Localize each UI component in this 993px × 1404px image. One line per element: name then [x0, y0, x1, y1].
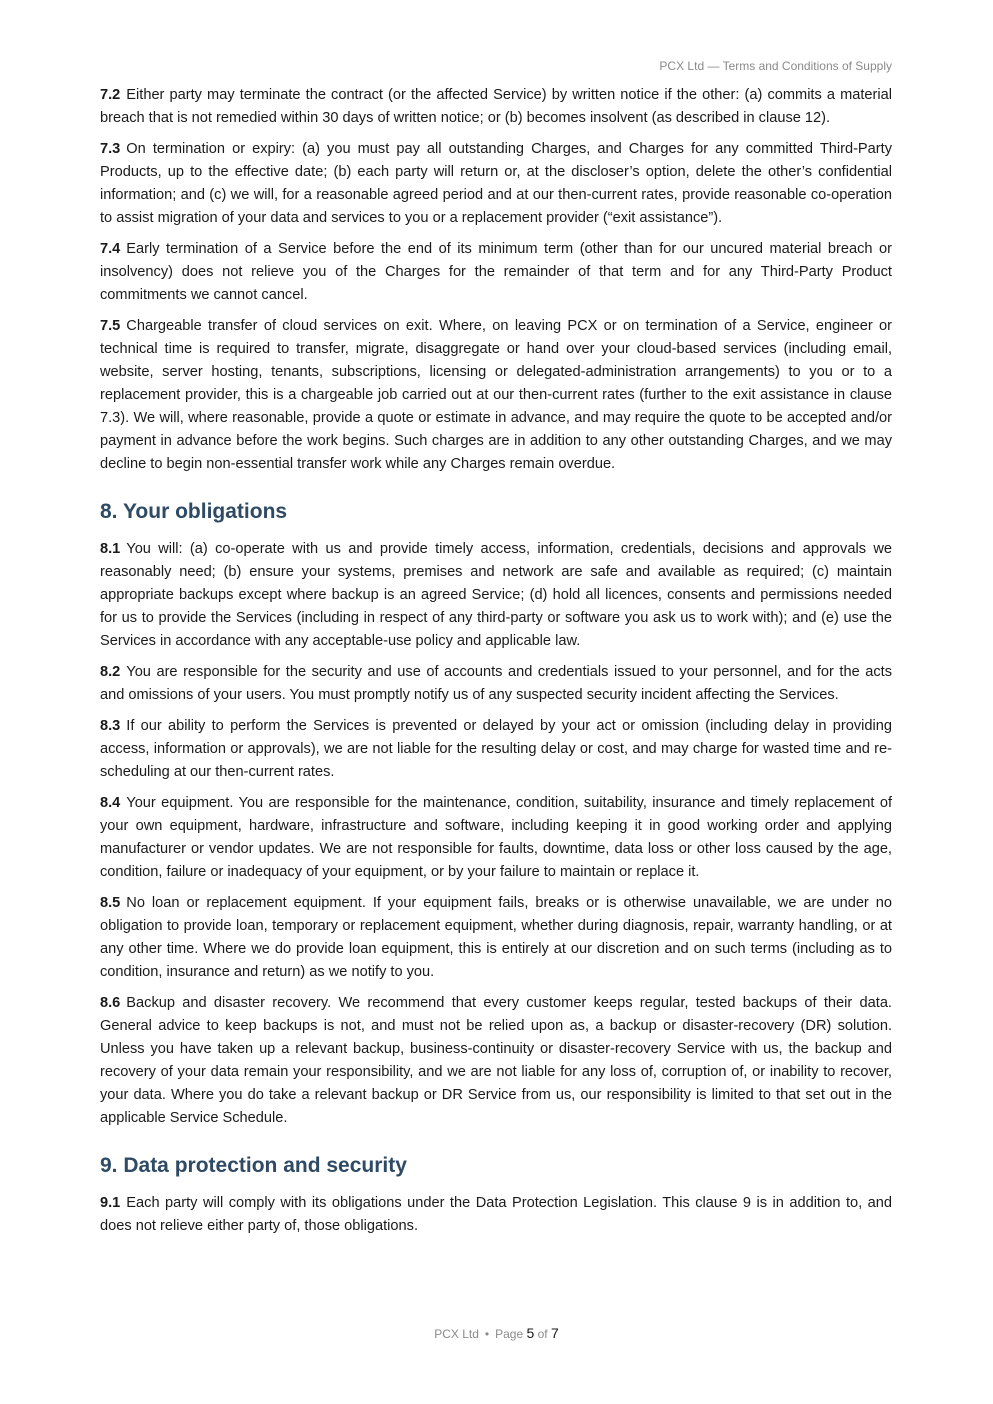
clause-7-3 [100, 138, 892, 230]
clause-text: Each party will comply with its obligations under the Data Protection Legislation. This clause 9 is in addition to, and does not relieve either party of, those obligations. [100, 1195, 892, 1234]
clause-text: You will: (a) co-operate with us and provide timely access, information, credentials, decisions and approvals we reasonably need; (b) ensure your systems, premises and network are safe and available as required; (c) maintain appropriate backups except where backup is an agreed Service; (d) hold all licences, consents and permissions needed for us to provide the Services (including in respect of any third-party or software you ask us to work with); and (e) use the Services in accordance with any acceptable-use policy and applicable law. [100, 541, 892, 649]
section-heading-9: 9. Data protection and security [100, 1154, 407, 1177]
section-heading-8: 8. Your obligations [100, 500, 288, 523]
clause-text: Either party may terminate the contract (or the affected Service) by written notice if the other: (a) commits a material breach that is not remedied within 30 days of written notice; or (b) becomes insolvent (as described in clause 12). [100, 87, 892, 126]
clause-text: You are responsible for the security and use of accounts and credentials issued to your personnel, and for the acts and omissions of your users. You must promptly notify us of any suspected security incident affecting the Services. [100, 664, 892, 703]
clause-text: If our ability to perform the Services is prevented or delayed by your act or omission (including delay in providing access, information or approvals), we are not liable for the resulting delay or cost, and may charge for wasted time and re-scheduling at our then-current rates. [100, 718, 892, 780]
clause-number: 7.3 [100, 141, 121, 157]
clause-number: 8.6 [100, 995, 121, 1011]
clause-7-5 [100, 315, 892, 476]
footer-company: PCX Ltd [434, 1327, 479, 1341]
footer-page-label: Page [495, 1327, 524, 1341]
page-footer [0, 1325, 993, 1341]
clause-8-3 [100, 715, 892, 784]
clause-text: Early termination of a Service before the end of its minimum term (other than for our uncured material breach or insolvency) does not relieve you of the Charges for the remainder of that term and for any Third-Party Product commitments we cannot cancel. [100, 241, 892, 303]
clause-number: 7.5 [100, 318, 121, 334]
page-header: PCX Ltd — Terms and Conditions of Supply [659, 59, 892, 73]
clause-text: Chargeable transfer of cloud services on exit. Where, on leaving PCX or on termination of a Service, engineer or technical time is required to transfer, migrate, disaggregate or hand over your cloud-based services (including email, website, server hosting, tenants, subscriptions, licensing or delegated-administration arrangements) to you or to a replacement provider, this is a chargeable job carried out at our then-current rates (further to the exit assistance in clause 7.3). We will, where reasonable, provide a quote or estimate in advance, and may require the quote to be accepted and/or payment in advance before the work begins. Such charges are in addition to any other outstanding Charges, and we may decline to begin non-essential transfer work while any Charges remain overdue. [100, 318, 892, 472]
clause-number: 8.4 [100, 795, 121, 811]
clause-text: No loan or replacement equipment. If your equipment fails, breaks or is otherwise unavailable, we are under no obligation to provide loan, temporary or replacement equipment, whether during diagnosis, repair, warranty handling, or at any other time. Where we do provide loan equipment, this is entirely at our discretion and on such terms (including as to condition, insurance and return) as we notify to you. [100, 895, 892, 980]
document-body [100, 84, 892, 1246]
clause-number: 9.1 [100, 1195, 121, 1211]
clause-8-2 [100, 661, 892, 707]
clause-number: 7.2 [100, 87, 121, 103]
clause-number: 8.3 [100, 718, 121, 734]
clause-number: 8.2 [100, 664, 121, 680]
clause-text: On termination or expiry: (a) you must pay all outstanding Charges, and Charges for any committed Third-Party Products, up to the effective date; (b) each party will return or, at the discloser’s option, delete the other’s confidential information; and (c) we will, for a reasonable agreed period and at our then-current rates, provide reasonable co-operation to assist migration of your data and services to you or a replacement provider (“exit assistance”). [100, 141, 892, 226]
clause-number: 8.1 [100, 541, 121, 557]
footer-of-label: of [537, 1327, 548, 1341]
clause-9-1 [100, 1192, 892, 1238]
clause-number: 7.4 [100, 241, 121, 257]
clause-8-6 [100, 992, 892, 1130]
total-pages-number: 7 [550, 1325, 559, 1341]
clause-text: Your equipment. You are responsible for the maintenance, condition, suitability, insurance and timely replacement of your own equipment, hardware, infrastructure and software, including keeping it in good working order and applying manufacturer or vendor updates. We are not responsible for faults, downtime, data loss or other loss caused by the age, condition, failure or inadequacy of your equipment, or by your failure to maintain or replace it. [100, 795, 892, 880]
bullet-separator: • [484, 1327, 490, 1341]
clause-7-2 [100, 84, 892, 130]
current-page-number: 5 [526, 1325, 535, 1341]
clause-8-5 [100, 892, 892, 984]
clause-7-4 [100, 238, 892, 307]
clause-text: Backup and disaster recovery. We recommend that every customer keeps regular, tested backups of their data. General advice to keep backups is not, and must not be relied upon as, a backup or disaster-recovery (DR) solution. Unless you have taken up a relevant backup, business-continuity or disaster-recovery Service with us, the backup and recovery of your data remain your responsibility, and we are not liable for any loss of, corruption of, or inability to recover, your data. Where you do take a relevant backup or DR Service from us, our responsibility is limited to that set out in the applicable Service Schedule. [100, 995, 892, 1126]
clause-8-4 [100, 792, 892, 884]
clause-8-1 [100, 538, 892, 653]
clause-number: 8.5 [100, 895, 121, 911]
